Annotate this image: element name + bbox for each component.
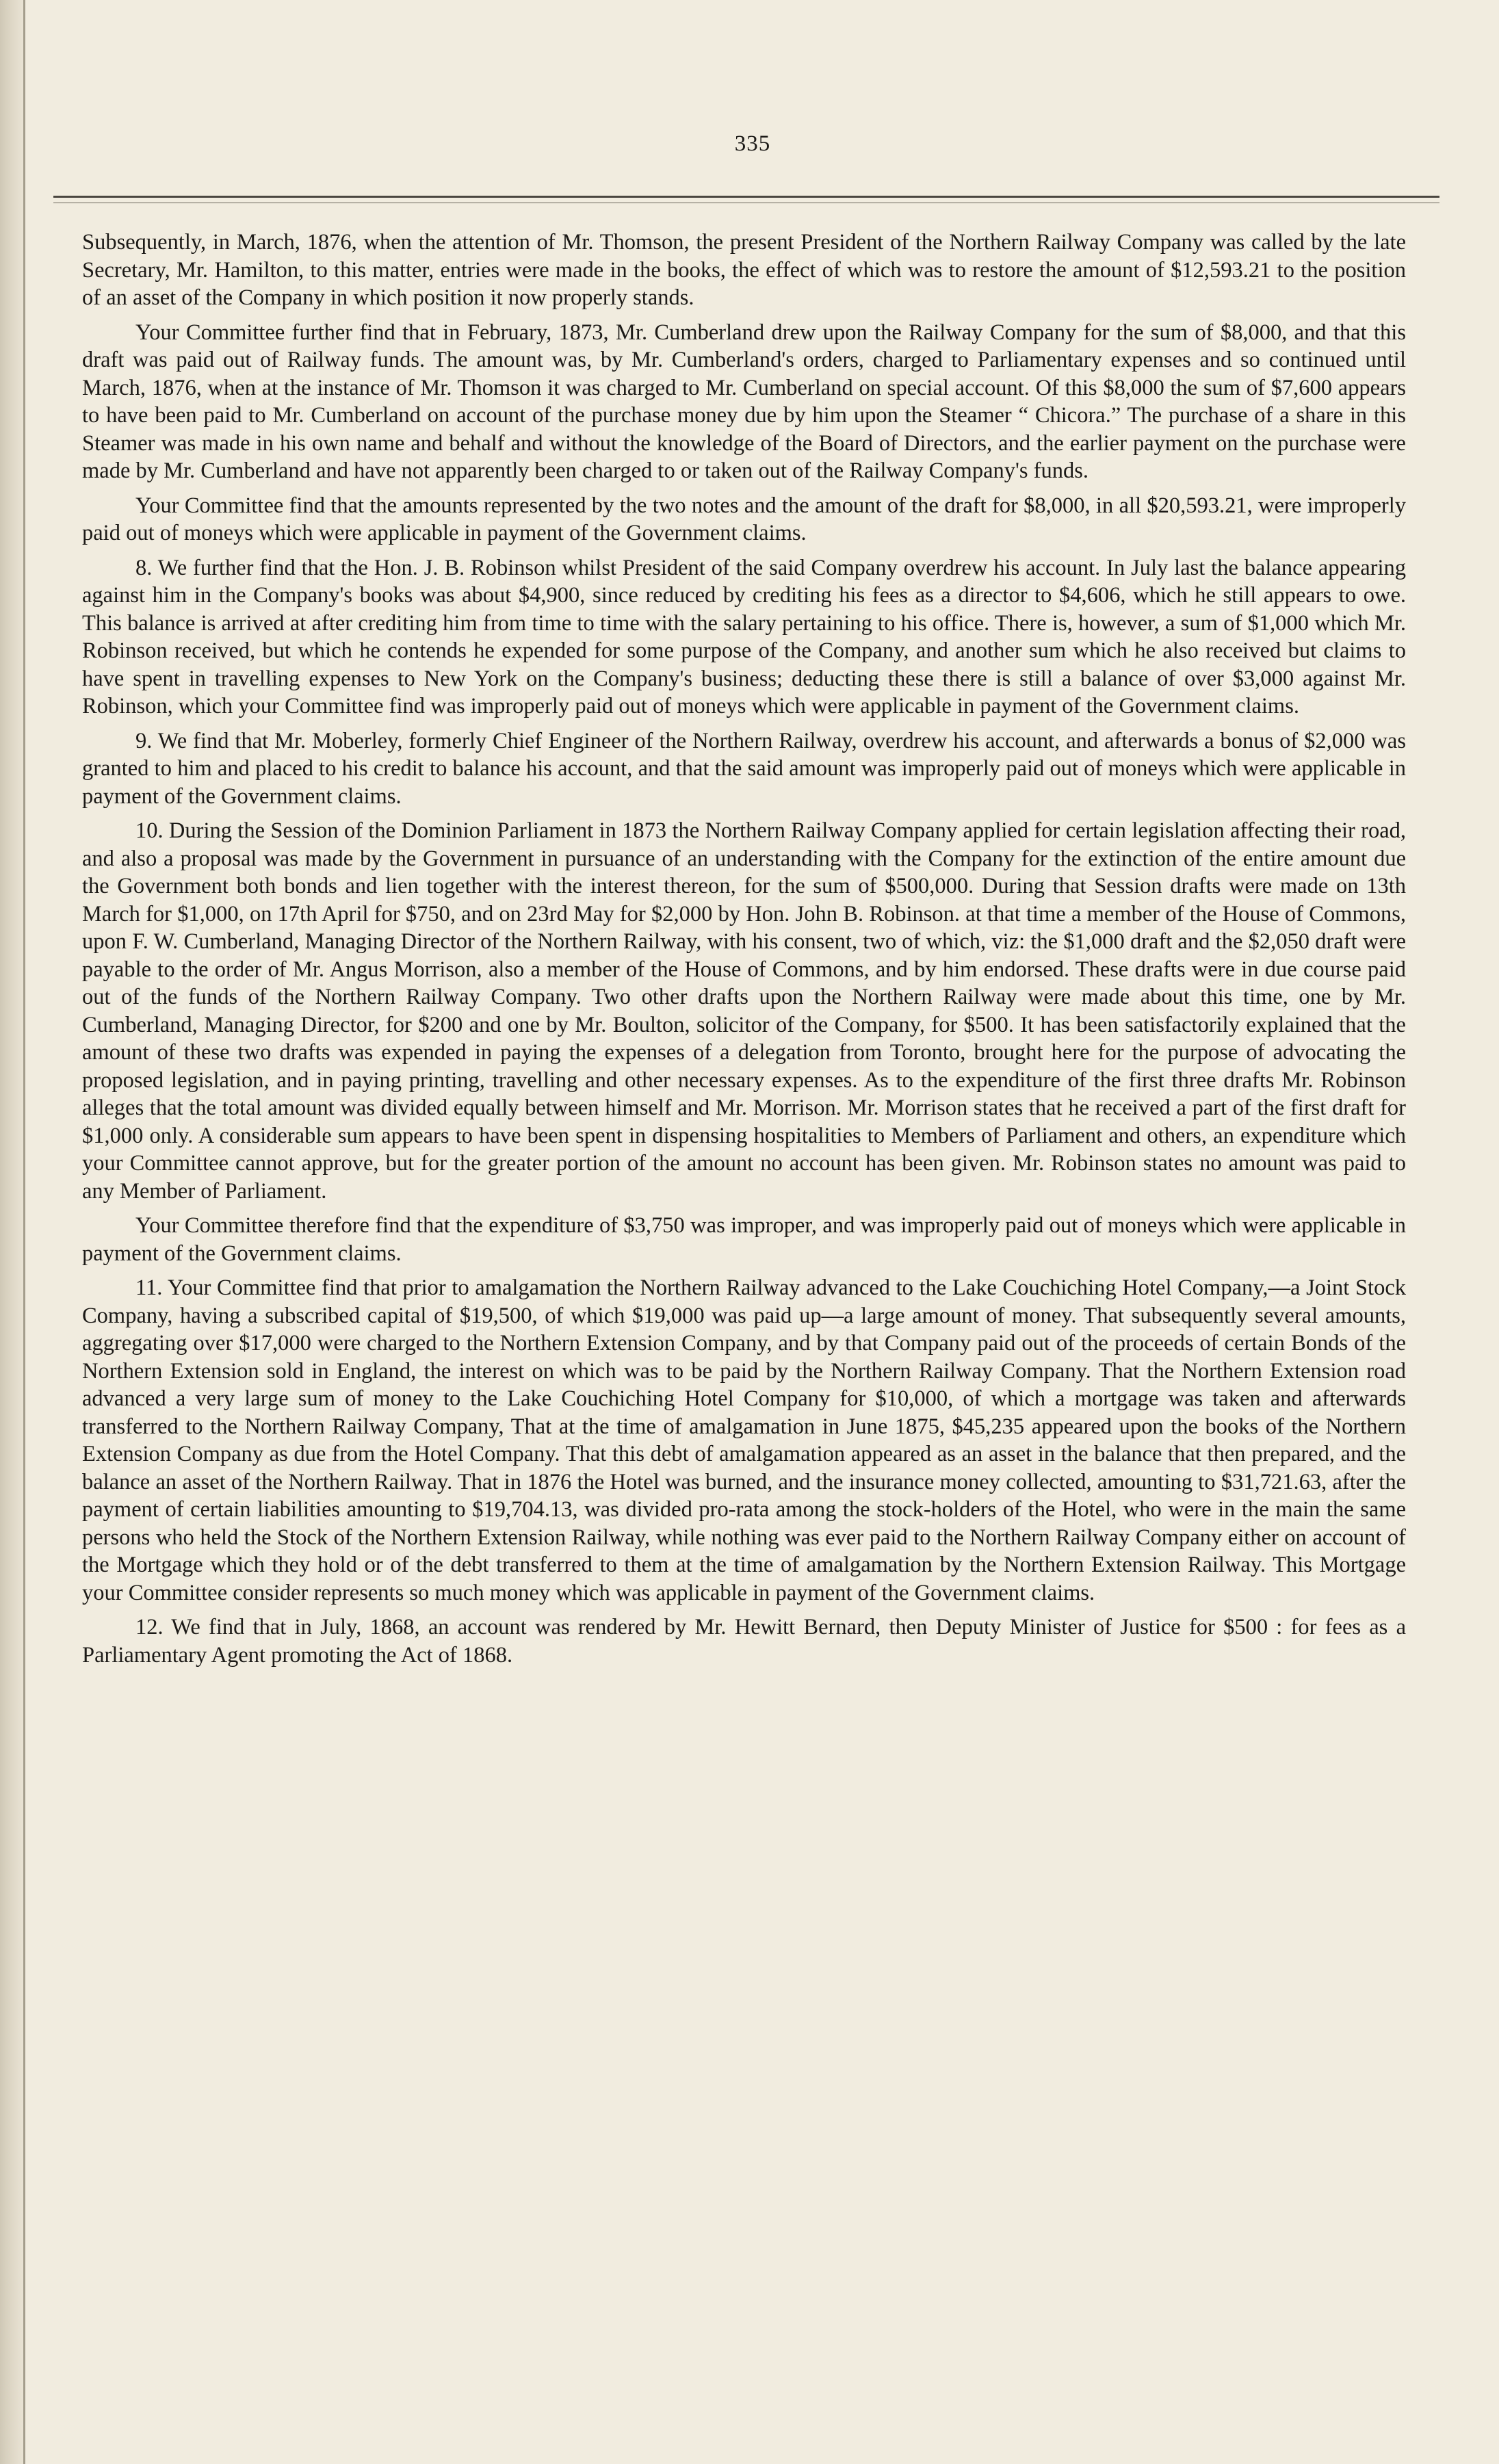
page-binding-edge	[0, 0, 23, 2464]
paragraph-committee-finding-notes: Your Committee find that the amounts represented by the two notes and the amount of the draft for $8,000, in all $20,593.21, were improperly paid out of moneys which were applicable in payment of the Government claims.	[82, 493, 1406, 545]
header-rule	[53, 196, 1439, 198]
paragraph-section-9: 9. We find that Mr. Moberley, formerly Chief Engineer of the Northern Railway, overdrew his account, and afterwards a bonus of $2,000 was granted to him and placed to his credit to balance his account, and that the said amount was improperly paid out of moneys which were applicable in payment of the Government claims.	[82, 728, 1406, 809]
paragraph-section-11: 11. Your Committee find that prior to amalgamation the Northern Railway advanced to the Lake Couchiching Hotel Company,—a Joint Stock Company, having a subscribed capital of $19,500, of which $19,000 was paid up—a large amount of money. That subsequently several amounts, aggregating over $17,000 were charged to the Northern Extension Company, and by that Company paid out of the proceeds of certain Bonds of the Northern Extension sold in England, the interest on which was to be paid by the Northern Railway Company. That the Northern Extension road advanced a very large sum of money to the Lake Couchiching Hotel Company for $10,000, of which a mortgage was taken and afterwards transferred to the Northern Railway Company, That at the time of amalgamation in June 1875, $45,235 appeared upon the books of the Northern Extension Company as due from the Hotel Company. That this debt of amalgamation appeared as an asset in the balance that then prepared, and the balance an asset of the Northern Railway. That in 1876 the Hotel was burned, and the insurance money collected, amounting to $31,721.63, after the payment of certain liabilities amounting to $19,704.13, was divided pro-rata among the stock-holders of the Hotel, who were in the main the same persons who held the Stock of the Northern Extension Railway, while nothing was ever paid to the Northern Railway Company either on account of the Mortgage which they hold or of the debt transferred to them at the time of amalgamation by the Northern Extension Railway. This Mortgage your Committee consider represents so much money which was applicable in payment of the Government claims.	[82, 1275, 1406, 1605]
paragraph-subsequently: Subsequently, in March, 1876, when the attention of Mr. Thomson, the present President of the Northern Railway Company was called by the late Secretary, Mr. Hamilton, to this matter, entries were made in the books, the effect of which was to restore the amount of $12,593.21 to the position of an asset of the Company in which position it now properly stands.	[82, 230, 1406, 310]
page-binding-line	[23, 0, 25, 2464]
paragraph-section-8: 8. We further find that the Hon. J. B. Robinson whilst President of the said Company overdrew his account. In July last the balance appearing against him in the Company's books was about $4,900, since reduced by crediting his fees as a director to $4,606, which he still appears to owe. This balance is arrived at after crediting him from time to time with the salary pertaining to his office. There is, however, a sum of $1,000 which Mr. Robinson received, but which he contends he expended for some purpose of the Company, and another sum which he also received but claims to have spent in travelling expenses to New York on the Company's business; deducting these there is still a balance of over $3,000 against Mr. Robinson, which your Committee find was improperly paid out of moneys which were applicable in payment of the Government claims.	[82, 555, 1406, 718]
paragraph-section-10: 10. During the Session of the Dominion Parliament in 1873 the Northern Railway Company applied for certain legislation affecting their road, and also a proposal was made by the Government in pursuance of an understanding with the Company for the extinction of the entire amount due the Government both bonds and lien together with the interest thereon, for the sum of $500,000. During that Session drafts were made on 13th March for $1,000, on 17th April for $750, and on 23rd May for $2,000 by Hon. John B. Robinson. at that time a member of the House of Commons, upon F. W. Cumberland, Managing Director of the Northern Railway, with his consent, two of which, viz: the $1,000 draft and the $2,050 draft were payable to the order of Mr. Angus Morrison, also a member of the House of Commons, and by him endorsed. These drafts were in due course paid out of the funds of the Northern Railway Company. Two other drafts upon the Northern Railway were made about this time, one by Mr. Cumberland, Managing Director, for $200 and one by Mr. Boulton, solicitor of the Company, for $500. It has been satisfactorily explained that the amount of these two drafts was expended in paying the expenses of a delegation from Toronto, brought here for the purpose of advocating the proposed legislation, and in paying printing, travelling and other necessary expenses. As to the expenditure of the first three drafts Mr. Robinson alleges that the total amount was divided equally between himself and Mr. Morrison. Mr. Morrison states that he received a part of the first draft for $1,000 only. A considerable sum appears to have been spent in dispensing hospitalities to Members of Parliament and others, an expenditure which your Committee cannot approve, but for the greater portion of the amount no account has been given. Mr. Robinson states no amount was paid to any Member of Parliament.	[82, 818, 1406, 1204]
page-number: 335	[734, 131, 771, 156]
paragraph-section-12: 12. We find that in July, 1868, an account was rendered by Mr. Hewitt Bernard, then Deputy Minister of Justice for $500 : for fees as a Parliamentary Agent promoting the Act of 1868.	[82, 1615, 1406, 1668]
document-body	[82, 229, 1406, 1669]
paragraph-committee-finding-expenditure: Your Committee therefore find that the expenditure of $3,750 was improper, and was improperly paid out of moneys which were applicable in payment of the Government claims.	[82, 1213, 1406, 1266]
paragraph-cumberland-draft: Your Committee further find that in February, 1873, Mr. Cumberland drew upon the Railway Company for the sum of $8,000, and that this draft was paid out of Railway funds. The amount was, by Mr. Cumberland's orders, charged to Parliamentary expenses and so continued until March, 1876, when at the instance of Mr. Thomson it was charged to Mr. Cumberland on special account. Of this $8,000 the sum of $7,600 appears to have been paid to Mr. Cumberland on account of the purchase money due by him upon the Steamer “ Chicora.” The purchase of a share in this Steamer was made in his own name and behalf and without the knowledge of the Board of Directors, and the earlier payment on the purchase were made by Mr. Cumberland and have not apparently been charged to or taken out of the Railway Company's funds.	[82, 320, 1406, 483]
